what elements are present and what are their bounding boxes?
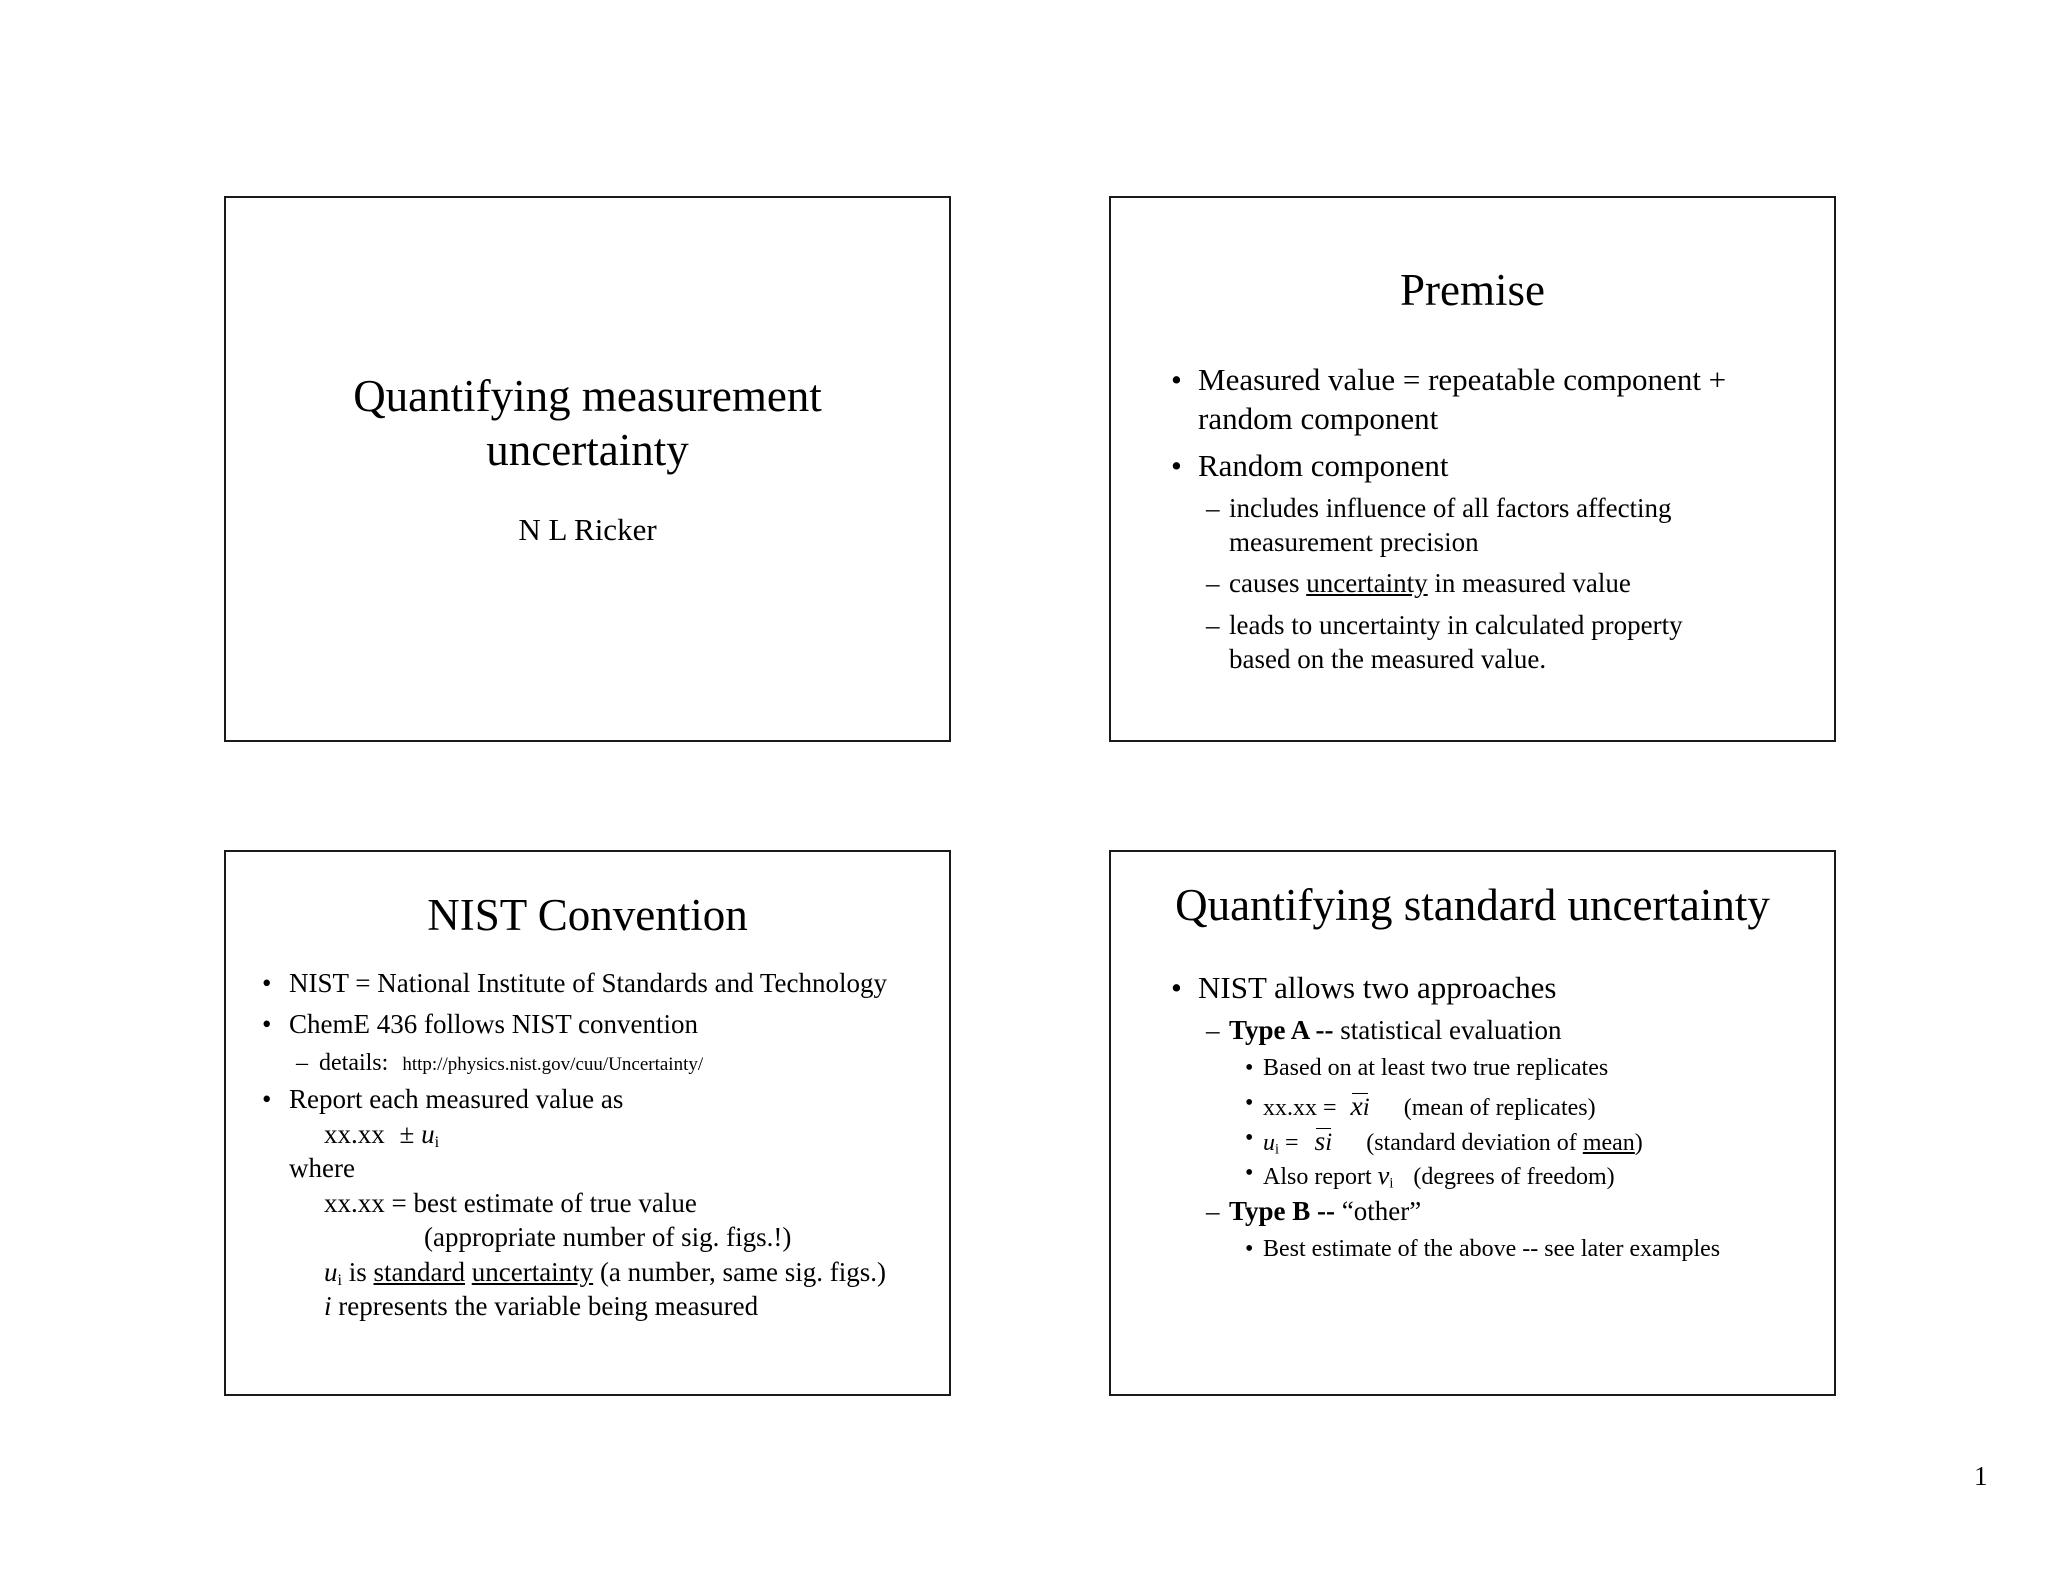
text: is: [342, 1257, 374, 1287]
dash-icon: –: [1206, 568, 1220, 598]
slide-3-def-3: [324, 1291, 758, 1322]
slide-4-a-2: [1263, 1090, 1596, 1122]
text: represents the variable being measured: [331, 1291, 759, 1321]
slide-2-sub-3-line1: leads to uncertainty in calculated property: [1229, 610, 1683, 640]
text: [465, 1257, 472, 1287]
text: =: [1279, 1130, 1305, 1156]
bullet-icon: •: [262, 1084, 272, 1114]
slide-4-a-3: [1263, 1125, 1643, 1159]
bullet-icon: •: [262, 968, 272, 998]
dash-icon: –: [1206, 1196, 1220, 1226]
slide-2-title: Premise: [1400, 265, 1545, 315]
var-i: i: [1362, 1094, 1370, 1121]
slide-2-bullet-2: Random component: [1198, 448, 1449, 483]
slide-3-where: where: [289, 1153, 355, 1183]
slide-4: [1109, 850, 1836, 1396]
bullet-icon: •: [1245, 1090, 1254, 1116]
dash-icon: –: [1206, 493, 1220, 523]
underlined-term: uncertainty: [471, 1257, 594, 1287]
slide-2-sub-1-line1: includes influence of all factors affecting: [1229, 493, 1672, 523]
bullet-icon: •: [1245, 1125, 1254, 1151]
text: Also report: [1263, 1164, 1378, 1190]
slide-4-type-a: [1229, 1015, 1561, 1046]
slide-2-sub-1-line2: measurement precision: [1229, 527, 1479, 557]
slide-4-a-4: [1263, 1160, 1615, 1193]
page-number: 1: [1974, 1461, 1988, 1491]
bullet-icon: •: [1171, 362, 1182, 397]
report-value: xx.xx: [324, 1119, 385, 1149]
slide-1-author: N L Ricker: [518, 512, 657, 547]
bullet-icon: •: [1171, 970, 1182, 1005]
slide-3-bullet-3: Report each measured value as: [289, 1084, 624, 1114]
bullet-icon: •: [1171, 448, 1182, 483]
subscript-i: i: [1275, 1141, 1279, 1158]
slide-3-title: NIST Convention: [427, 890, 748, 940]
var-s: s: [1314, 1125, 1326, 1156]
slide-3-details: [319, 1050, 703, 1077]
type-a-label: Type A --: [1229, 1015, 1334, 1045]
text: causes: [1229, 568, 1307, 598]
bullet-icon: •: [262, 1009, 272, 1039]
subscript-i: i: [1389, 1175, 1394, 1192]
x-bar-symbol: [1351, 1090, 1370, 1122]
text: “other”: [1335, 1196, 1422, 1226]
slide-1-title-line1: Quantifying measurement: [353, 371, 822, 421]
dash-icon: –: [1206, 1015, 1220, 1045]
text: in measured value: [1427, 568, 1631, 598]
slide-3-bullet-1: NIST = National Institute of Standards and Technology: [289, 968, 887, 998]
s-bar-symbol: [1315, 1125, 1333, 1157]
var-i: i: [1325, 1129, 1333, 1156]
slide-2-sub-2: [1229, 568, 1631, 599]
text: xx.xx =: [1263, 1095, 1343, 1121]
plus-minus: ±: [399, 1119, 415, 1149]
bullet-icon: •: [1245, 1160, 1254, 1186]
bullet-icon: •: [1245, 1055, 1254, 1081]
subscript-i: i: [337, 1271, 342, 1290]
text: ): [1634, 1130, 1643, 1156]
var-x: x: [1350, 1090, 1363, 1121]
slide-4-title: Quantifying standard uncertainty: [1175, 880, 1770, 930]
var-u: u: [421, 1119, 435, 1149]
var-u: u: [324, 1257, 338, 1287]
slide-3-report-format: [324, 1119, 439, 1152]
var-i: i: [324, 1291, 332, 1321]
slide-4-a-1: Based on at least two true replicates: [1263, 1055, 1609, 1081]
text: (a number, same sig. figs.): [593, 1257, 887, 1287]
subscript-i: i: [434, 1133, 440, 1152]
bullet-icon: •: [1245, 1236, 1254, 1262]
type-b-label: Type B --: [1229, 1196, 1335, 1226]
slide-4-bullet-1: NIST allows two approaches: [1198, 970, 1557, 1005]
slide-2-bullet-1-line1: Measured value = repeatable component +: [1198, 362, 1727, 397]
text: (mean of replicates): [1403, 1095, 1596, 1121]
underlined-term: mean: [1582, 1130, 1635, 1156]
slide-3-def-2: [324, 1257, 886, 1290]
dash-icon: –: [296, 1050, 308, 1076]
slide-4-type-b: [1229, 1196, 1421, 1227]
slide-2-bullet-1-line2: random component: [1198, 401, 1439, 436]
slide-2: [1109, 196, 1836, 742]
slide-3-def-1: xx.xx = best estimate of true value: [324, 1188, 697, 1218]
var-u: u: [1263, 1130, 1275, 1156]
dash-icon: –: [1206, 610, 1220, 640]
details-label: details:: [319, 1050, 389, 1076]
underlined-term: standard: [373, 1257, 465, 1287]
slide-4-b-1: Best estimate of the above -- see later examples: [1263, 1236, 1721, 1262]
slide-1-title-line2: uncertainty: [486, 425, 689, 475]
slide-3-bullet-2: ChemE 436 follows NIST convention: [289, 1009, 698, 1039]
underlined-term: uncertainty: [1306, 568, 1428, 598]
text: (standard deviation of: [1366, 1130, 1583, 1156]
slide-3-def-1b: (appropriate number of sig. figs.!): [424, 1222, 792, 1252]
text: (degrees of freedom): [1413, 1164, 1615, 1190]
slide-3: [224, 850, 951, 1396]
details-url: http://physics.nist.gov/cuu/Uncertainty/: [402, 1054, 704, 1075]
slide-1: [224, 196, 951, 742]
var-nu: ν: [1377, 1160, 1390, 1190]
text: statistical evaluation: [1333, 1015, 1562, 1045]
slide-2-sub-3-line2: based on the measured value.: [1229, 644, 1547, 674]
